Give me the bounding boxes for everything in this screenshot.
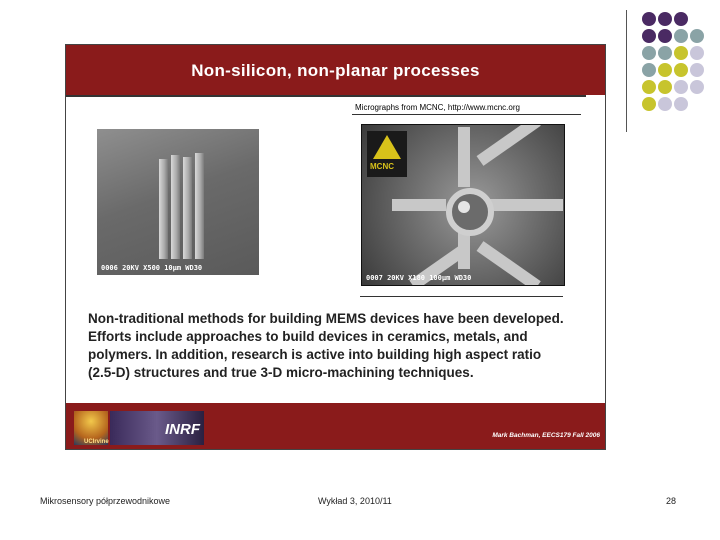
inrf-logo — [110, 411, 204, 445]
micrograph-caption: Micrographs from MCNC, http://www.mcnc.org — [352, 100, 581, 115]
gear-hub — [446, 188, 494, 236]
spoke — [477, 241, 541, 286]
body-line: Efforts include approaches to build devices in ceramics, metals, and — [88, 329, 528, 344]
pillar-structure — [171, 155, 180, 259]
decorative-dot — [674, 80, 688, 94]
decorative-dot — [690, 29, 704, 43]
spoke — [487, 199, 563, 211]
pillar-structure — [159, 159, 168, 259]
sem-micrograph-right — [361, 124, 565, 286]
decorative-dot — [642, 12, 656, 26]
page-number: 28 — [666, 496, 677, 506]
sem-micrograph-left — [97, 129, 259, 275]
decorative-divider-line — [626, 10, 627, 132]
slide-credit: Mark Bachman, EECS179 Fall 2006 — [492, 432, 600, 439]
decorative-dot — [658, 97, 672, 111]
decorative-dot — [642, 29, 656, 43]
sem-scale-label: 0007 20KV X180 100μm WD30 — [366, 274, 472, 282]
decorative-dot-grid — [640, 10, 720, 120]
sem-scale-label: 0006 20KV X500 10μm WD30 — [101, 264, 203, 272]
mcnc-logo — [367, 131, 407, 177]
decorative-dot — [690, 46, 704, 60]
decorative-dot — [642, 80, 656, 94]
micrograph-underline — [360, 296, 563, 297]
decorative-dot — [690, 80, 704, 94]
slide-body-text — [88, 310, 588, 382]
footer-course-title: Mikrosensory półprzewodnikowe — [40, 496, 171, 506]
inrf-logo-text: INRF — [165, 421, 200, 438]
decorative-dot — [674, 29, 688, 43]
body-line: (2.5-D) structures and true 3-D micro-machining techniques. — [88, 365, 474, 380]
uci-logo — [74, 411, 108, 445]
decorative-dot — [658, 12, 672, 26]
decorative-dot — [658, 29, 672, 43]
decorative-dot — [642, 46, 656, 60]
slide-footer-bar — [66, 403, 605, 450]
decorative-dot — [674, 46, 688, 60]
decorative-dot — [690, 63, 704, 77]
decorative-dot — [642, 63, 656, 77]
mcnc-logo-text: MCNC — [370, 162, 394, 171]
decorative-dot — [674, 97, 688, 111]
embedded-slide — [65, 44, 606, 450]
footer-lecture-info: Wykład 3, 2010/11 — [318, 496, 392, 506]
decorative-dot — [658, 46, 672, 60]
decorative-dot — [658, 63, 672, 77]
decorative-dot — [674, 12, 688, 26]
decorative-dot — [658, 80, 672, 94]
gear-hub-center — [458, 201, 470, 213]
slide-header-bar — [66, 45, 605, 95]
spoke — [392, 199, 446, 211]
slide-title: Non-silicon, non-planar processes — [191, 61, 480, 80]
body-line: Non-traditional methods for building MEMS devices have been developed. — [88, 311, 564, 326]
pillar-structure — [183, 157, 192, 259]
header-underline — [66, 95, 586, 97]
spoke — [458, 127, 470, 187]
pillar-structure — [195, 153, 204, 259]
body-line: polymers. In addition, research is active into building high aspect ratio — [88, 347, 542, 362]
uci-logo-text: UCIrvine — [84, 439, 109, 445]
decorative-dot — [642, 97, 656, 111]
spoke — [477, 124, 541, 166]
mcnc-triangle-icon — [373, 135, 401, 159]
decorative-dot — [674, 63, 688, 77]
